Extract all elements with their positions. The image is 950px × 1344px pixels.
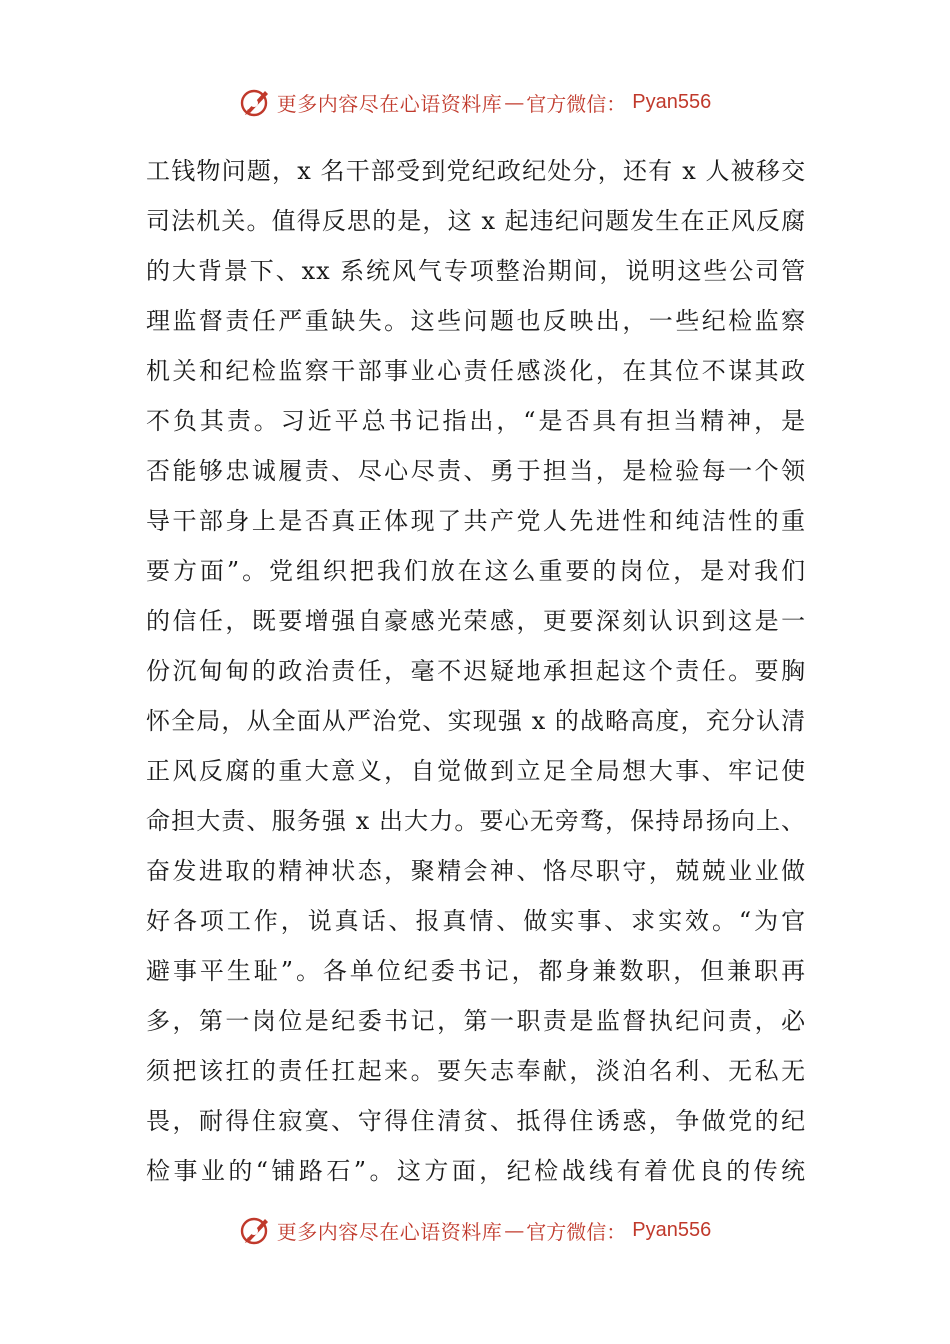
text-line: 奋发进取的精神状态，聚精会神、恪尽职守，兢兢业业做 bbox=[146, 857, 806, 885]
pen-quill-logo-icon bbox=[239, 85, 273, 119]
text-line: 不负其责。习近平总书记指出，“是否具有担当精神，是 bbox=[146, 407, 806, 435]
text-line: 要方面”。党组织把我们放在这么重要的岗位，是对我们 bbox=[146, 557, 806, 585]
footer-account: Pyan556 bbox=[632, 1218, 712, 1241]
footer-promo-text: 更多内容尽在心语资料库 bbox=[276, 1219, 503, 1244]
text-line: 怀全局，从全面从严治党、实现强 x 的战略高度，充分认清 bbox=[146, 707, 806, 735]
document-body bbox=[146, 146, 806, 1196]
text-line: 份沉甸甸的政治责任，毫不迟疑地承担起这个责任。要胸 bbox=[146, 657, 806, 685]
text-line: 避事平生耻”。各单位纪委书记，都身兼数职，但兼职再 bbox=[146, 957, 806, 985]
header-separator: — bbox=[504, 90, 525, 114]
text-line: 的大背景下、xx 系统风气专项整治期间，说明这些公司管 bbox=[146, 257, 806, 285]
text-line: 机关和纪检监察干部事业心责任感淡化，在其位不谋其政 bbox=[146, 357, 806, 385]
text-line: 正风反腐的重大意义，自觉做到立足全局想大事、牢记使 bbox=[146, 757, 806, 785]
text-line: 理监督责任严重缺失。这些问题也反映出，一些纪检监察 bbox=[146, 307, 806, 335]
header-account: Pyan556 bbox=[632, 90, 712, 113]
text-line: 司法机关。值得反思的是，这 x 起违纪问题发生在正风反腐 bbox=[146, 207, 806, 235]
text-line: 须把该扛的责任扛起来。要矢志奉献，淡泊名利、无私无 bbox=[146, 1057, 806, 1085]
text-line: 好各项工作，说真话、报真情、做实事、求实效。“为官 bbox=[146, 907, 806, 935]
footer-official-label: 官方微信： bbox=[526, 1219, 627, 1244]
header-official-label: 官方微信： bbox=[526, 91, 627, 116]
text-line: 导干部身上是否真正体现了共产党人先进性和纯洁性的重 bbox=[146, 507, 806, 535]
text-line: 工钱物问题，x 名干部受到党纪政纪处分，还有 x 人被移交 bbox=[146, 157, 806, 185]
text-line: 的信任，既要增强自豪感光荣感，更要深刻认识到这是一 bbox=[146, 607, 806, 635]
footer-watermark bbox=[0, 1210, 950, 1250]
text-line: 畏，耐得住寂寞、守得住清贫、抵得住诱惑，争做党的纪 bbox=[146, 1107, 806, 1135]
text-line: 多，第一岗位是纪委书记，第一职责是监督执纪问责，必 bbox=[146, 1007, 806, 1035]
footer-separator: — bbox=[504, 1218, 525, 1242]
header-watermark bbox=[0, 82, 950, 122]
text-line: 检事业的“铺路石”。这方面，纪检战线有着优良的传统 bbox=[146, 1157, 806, 1185]
pen-quill-logo-icon bbox=[239, 1213, 273, 1247]
header-promo-text: 更多内容尽在心语资料库 bbox=[276, 91, 503, 116]
text-line: 命担大责、服务强 x 出大力。要心无旁骛，保持昂扬向上、 bbox=[146, 807, 806, 835]
text-line: 否能够忠诚履责、尽心尽责、勇于担当，是检验每一个领 bbox=[146, 457, 806, 485]
